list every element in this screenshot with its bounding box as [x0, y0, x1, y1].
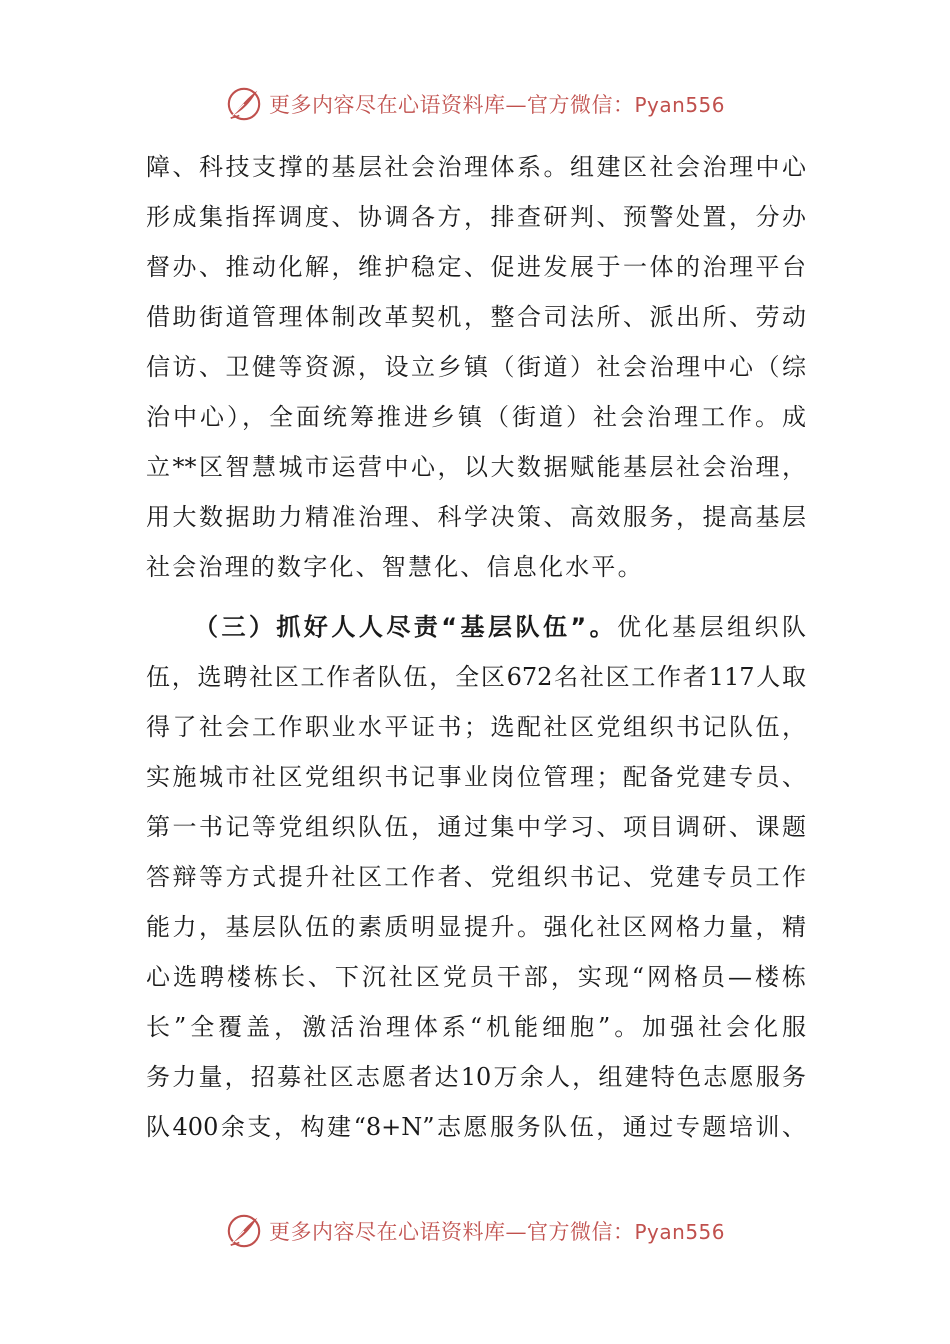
text-line: 障、科技支撑的基层社会治理体系。组建区社会治理中心	[146, 153, 806, 181]
wechat-id: Pyan556	[634, 93, 725, 117]
header-banner	[0, 82, 950, 126]
quill-pen-circle-icon	[225, 1212, 263, 1250]
text-line: 伍，选聘社区工作者队伍，全区672名社区工作者117人取	[146, 663, 806, 691]
banner-caption: 更多内容尽在心语资料库—官方微信：	[268, 1220, 635, 1244]
text-line: 长”全覆盖，激活治理体系“机能细胞”。加强社会化服	[146, 1013, 806, 1041]
text-line: 形成集指挥调度、协调各方，排查研判、预警处置，分办	[146, 203, 806, 231]
text-line: 务力量，招募社区志愿者达10万余人，组建特色志愿服务	[146, 1063, 806, 1091]
text-line: 立**区智慧城市运营中心，以大数据赋能基层社会治理，	[146, 453, 806, 481]
text-line: 信访、卫健等资源，设立乡镇（街道）社会治理中心（综	[146, 353, 806, 381]
quill-pen-circle-icon	[225, 85, 263, 123]
document-body	[146, 142, 806, 1152]
text-line: 借助街道管理体制改革契机，整合司法所、派出所、劳动	[146, 303, 806, 331]
text-line: 治中心），全面统筹推进乡镇（街道）社会治理工作。成	[146, 403, 806, 431]
banner-text	[269, 1216, 725, 1246]
text-line: 督办、推动化解，维护稳定、促进发展于一体的治理平台	[146, 253, 806, 281]
footer-banner	[0, 1209, 950, 1253]
text-line: 答辩等方式提升社区工作者、党组织书记、党建专员工作	[146, 863, 806, 891]
banner-text	[269, 89, 725, 119]
section-heading-line	[146, 602, 806, 652]
text-line: 得了社会工作职业水平证书；选配社区党组织书记队伍，	[146, 713, 806, 741]
heading-line-rest: 优化基层组织队	[617, 613, 806, 641]
text-line: 社会治理的数字化、智慧化、信息化水平。	[146, 553, 644, 581]
wechat-id: Pyan556	[634, 1220, 725, 1244]
text-line: 队400余支，构建“8+N”志愿服务队伍，通过专题培训、	[146, 1113, 806, 1141]
text-line: 能力，基层队伍的素质明显提升。强化社区网格力量，精	[146, 913, 806, 941]
banner-caption: 更多内容尽在心语资料库—官方微信：	[268, 93, 635, 117]
text-line: 用大数据助力精准治理、科学决策、高效服务，提高基层	[146, 503, 806, 531]
text-line: 心选聘楼栋长、下沉社区党员干部，实现“网格员—楼栋	[146, 963, 806, 991]
text-line: 第一书记等党组织队伍，通过集中学习、项目调研、课题	[146, 813, 806, 841]
section-heading: （三）抓好人人尽责“基层队伍”。	[194, 613, 618, 641]
text-line: 实施城市社区党组织书记事业岗位管理；配备党建专员、	[146, 763, 806, 791]
